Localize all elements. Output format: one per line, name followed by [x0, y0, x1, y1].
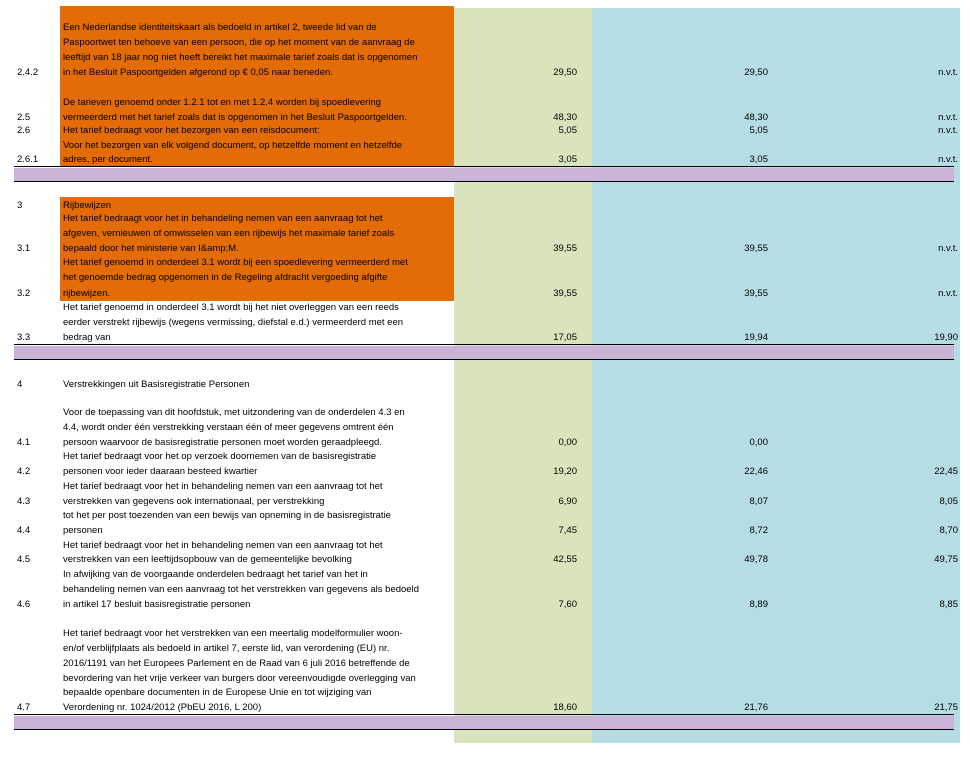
row-text-line: bedrag van: [63, 332, 111, 343]
row-text-line: en/of verblijfplaats als bedoeld in artikel 7, eerste lid, van verordening (EU) nr.: [63, 643, 390, 654]
row-text-line: Het tarief bedraagt voor het in behandeling nemen van een aanvraag tot het: [63, 213, 383, 224]
value-col1: 42,55: [553, 554, 577, 565]
value-col2: 8,72: [749, 525, 768, 536]
value-col2: 39,55: [744, 243, 768, 254]
value-col3: 22,45: [934, 466, 958, 477]
column-highlight-blue: [592, 8, 960, 743]
value-col2: 0,00: [749, 437, 768, 448]
section-separator: [14, 716, 954, 730]
row-text-line: in het Besluit Paspoortgelden afgerond op € 0,05 naar beneden.: [63, 67, 333, 78]
row-text-line: in artikel 17 besluit basisregistratie personen: [63, 599, 251, 610]
row-text-line: eerder verstrekt rijbewijs (wegens vermissing, diefstal e.d.) vermeerderd met een: [63, 317, 404, 328]
row-code: 3.2: [17, 288, 31, 299]
row-text-line: personen: [63, 525, 103, 536]
value-col1: 3,05: [558, 154, 577, 165]
value-col3: 49,75: [934, 554, 958, 565]
row-code: 4.7: [17, 702, 31, 713]
value-col1: 7,45: [558, 525, 577, 536]
row-code: 2.6: [17, 125, 31, 136]
row-code: 4.4: [17, 525, 31, 536]
row-text-line: bepaald door het ministerie van I&amp;M.: [63, 243, 239, 254]
row-text-line: adres, per document.: [63, 154, 153, 165]
value-col1: 18,60: [553, 702, 577, 713]
value-col3: 8,70: [939, 525, 958, 536]
row-code: 4.2: [17, 466, 31, 477]
row-text-line: afgeven, vernieuwen of omwisselen van een rijbewijs het maximale tarief zoals: [63, 228, 395, 239]
row-text-line: Het tarief bedraagt voor het op verzoek doornemen van de basisregistratie: [63, 451, 377, 462]
value-col1: 5,05: [558, 125, 577, 136]
row-text-line: behandeling nemen van een aanvraag tot het verstrekken van gegevens als bedoeld: [63, 584, 419, 595]
section-heading: Rijbewijzen: [63, 200, 112, 211]
section-separator: [14, 168, 954, 182]
row-code: 4.3: [17, 496, 31, 507]
value-col3: 21,75: [934, 702, 958, 713]
value-col1: 48,30: [553, 112, 577, 123]
value-col2: 22,46: [744, 466, 768, 477]
row-text-line: persoon waarvoor de basisregistratie personen moet worden geraadpleegd.: [63, 437, 382, 448]
row-text-line: 4.4, wordt onder één verstrekking verstaan één of meer gegevens omtrent één: [63, 422, 394, 433]
row-code: 4: [17, 379, 23, 390]
value-col2: 39,55: [744, 288, 768, 299]
value-col3: 19,90: [934, 332, 958, 343]
row-code: 3: [17, 200, 23, 211]
value-col1: 6,90: [558, 496, 577, 507]
value-col2: 29,50: [744, 67, 768, 78]
row-code: 4.5: [17, 554, 31, 565]
row-text-line: Voor het bezorgen van elk volgend document, op hetzelfde moment en hetzelfde: [63, 140, 403, 151]
value-col1: 39,55: [553, 288, 577, 299]
row-text-line: Het tarief genoemd in onderdeel 3.1 wordt bij het niet overleggen van een reeds: [63, 302, 399, 313]
value-col1: 39,55: [553, 243, 577, 254]
row-text-line: bevordering van het vrije verkeer van burgers door vereenvoudigde overlegging van: [63, 673, 416, 684]
value-col2: 5,05: [749, 125, 768, 136]
row-text-line: Het tarief bedraagt voor het bezorgen van een reisdocument:: [63, 125, 320, 136]
section-rule: [14, 166, 954, 167]
row-text-line: Paspoortwet ten behoeve van een persoon, die op het moment van de aanvraag de: [63, 37, 415, 48]
section-rule: [14, 344, 954, 345]
value-col2: 21,76: [744, 702, 768, 713]
value-col1: 7,60: [558, 599, 577, 610]
row-text-line: 2016/1191 van het Europees Parlement en de Raad van 6 juli 2016 betreffende de: [63, 658, 410, 669]
value-col3: 8,05: [939, 496, 958, 507]
row-code: 2.5: [17, 112, 31, 123]
row-text-line: bepaalde openbare documenten in de Europese Unie en tot wijziging van: [63, 687, 372, 698]
row-code: 2.6.1: [17, 154, 39, 165]
row-text-line: personen voor ieder daaraan besteed kwartier: [63, 466, 258, 477]
value-col2: 8,07: [749, 496, 768, 507]
row-text-line: Het tarief bedraagt voor het verstrekken van een meertalig modelformulier woon-: [63, 628, 403, 639]
value-col3: n.v.t.: [938, 67, 958, 78]
row-code: 4.6: [17, 599, 31, 610]
value-col1: 19,20: [553, 466, 577, 477]
value-col1: 29,50: [553, 67, 577, 78]
value-col3: n.v.t.: [938, 288, 958, 299]
row-text-line: Verordening nr. 1024/2012 (PbEU 2016, L 200): [63, 702, 262, 713]
value-col2: 3,05: [749, 154, 768, 165]
value-col2: 8,89: [749, 599, 768, 610]
value-col2: 19,94: [744, 332, 768, 343]
section-separator: [14, 346, 954, 360]
row-text-line: tot het per post toezenden van een bewijs van opneming in de basisregistratie: [63, 510, 391, 521]
row-text-line: Het tarief genoemd in onderdeel 3.1 wordt bij een spoedlevering vermeerderd met: [63, 257, 408, 268]
section-rule: [14, 714, 954, 715]
value-col3: 8,85: [939, 599, 958, 610]
row-text-line: Een Nederlandse identiteitskaart als bedoeld in artikel 2, tweede lid van de: [63, 22, 377, 33]
value-col3: n.v.t.: [938, 112, 958, 123]
row-text-line: vermeerderd met het tarief zoals dat is opgenomen in het Besluit Paspoortgelden.: [63, 112, 407, 123]
row-text-line: De tarieven genoemd onder 1.2.1 tot en met 1.2.4 worden bij spoedlevering: [63, 97, 381, 108]
value-col3: n.v.t.: [938, 243, 958, 254]
row-text-line: verstrekken van gegevens ook internationaal, per verstrekking: [63, 496, 325, 507]
value-col3: n.v.t.: [938, 125, 958, 136]
row-text-line: In afwijking van de voorgaande onderdelen bedraagt het tarief van het in: [63, 569, 368, 580]
row-text-line: Het tarief bedraagt voor het in behandeling nemen van een aanvraag tot het: [63, 481, 383, 492]
value-col2: 48,30: [744, 112, 768, 123]
row-code: 4.1: [17, 437, 31, 448]
section-heading: Verstrekkingen uit Basisregistratie Personen: [63, 379, 250, 390]
row-text-line: Voor de toepassing van dit hoofdstuk, met uitzondering van de onderdelen 4.3 en: [63, 407, 405, 418]
row-text-line: het genoemde bedrag opgenomen in de Regeling afdracht vergoeding afgifte: [63, 272, 388, 283]
row-text-line: leeftijd van 18 jaar nog niet heeft bereikt het maximale tarief zoals dat is opgenomen: [63, 52, 418, 63]
row-text-line: Het tarief bedraagt voor het in behandeling nemen van een aanvraag tot het: [63, 540, 383, 551]
row-text-line: verstrekken van een leeftijdsopbouw van de gemeentelijke bevolking: [63, 554, 352, 565]
row-code: 3.3: [17, 332, 31, 343]
value-col2: 49,78: [744, 554, 768, 565]
value-col1: 17,05: [553, 332, 577, 343]
row-text-line: rijbewijzen.: [63, 288, 110, 299]
row-code: 3.1: [17, 243, 31, 254]
value-col3: n.v.t.: [938, 154, 958, 165]
value-col1: 0,00: [558, 437, 577, 448]
row-code: 2.4.2: [17, 67, 39, 78]
